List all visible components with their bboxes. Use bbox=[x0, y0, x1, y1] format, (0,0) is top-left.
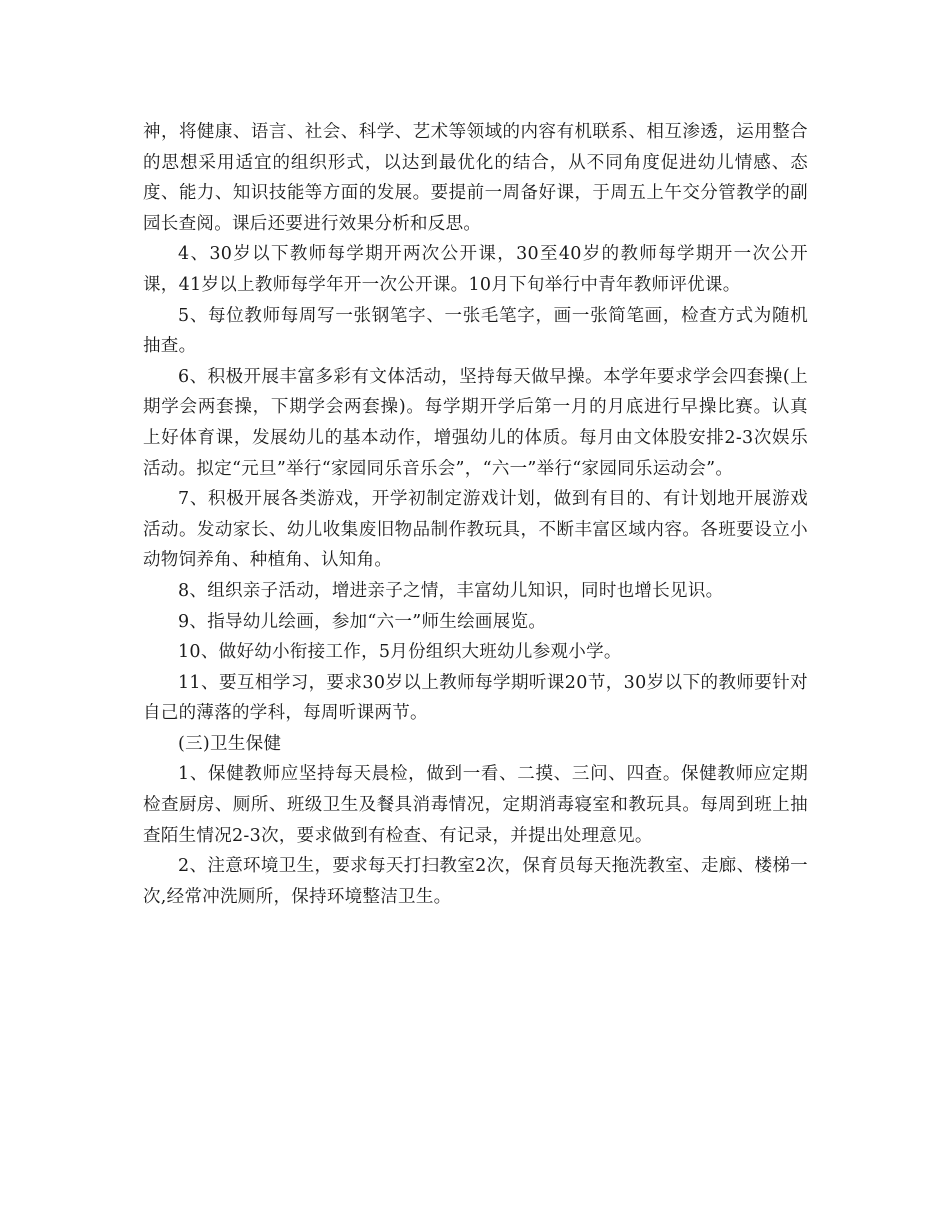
paragraph-health-item-1: 1、保健教师应坚持每天晨检，做到一看、二摸、三问、四查。保健教师应定期检查厨房、厕所、班级卫生及餐具消毒情况，定期消毒寝室和教玩具。每周到班上抽查陌生情况2-3次，要求做到有检查、有记录，并提出处理意见。 bbox=[143, 764, 808, 846]
paragraph-item-5: 5、每位教师每周写一张钢笔字、一张毛笔字，画一张简笔画，检查方式为随机抽查。 bbox=[143, 305, 808, 357]
paragraph-continuation: 神，将健康、语言、社会、科学、艺术等领域的内容有机联系、相互渗透，运用整合的思想采用适宜的组织形式，以达到最优化的结合，从不同角度促进幼儿情感、态度、能力、知识技能等方面的发展。要提前一周备好课，于周五上午交分管教学的副园长查阅。课后还要进行效果分析和反思。 bbox=[143, 122, 808, 234]
paragraph-item-11: 11、要互相学习，要求30岁以上教师每学期听课20节，30岁以下的教师要针对自己的薄落的学科，每周听课两节。 bbox=[143, 672, 808, 724]
paragraph-health-item-2: 2、注意环境卫生，要求每天打扫教室2次，保育员每天拖洗教室、走廊、楼梯一次,经常冲洗厕所，保持环境整洁卫生。 bbox=[143, 856, 808, 907]
paragraph-item-7: 7、积极开展各类游戏，开学初制定游戏计划，做到有目的、有计划地开展游戏活动。发动家长、幼儿收集废旧物品制作教玩具，不断丰富区域内容。各班要设立小动物饲养角、种植角、认知角。 bbox=[143, 489, 808, 571]
section-heading-health-care: (三)卫生保健 bbox=[178, 733, 282, 754]
paragraph-item-9: 9、指导幼儿绘画，参加“六一”师生绘画展览。 bbox=[178, 611, 547, 632]
paragraph-item-8: 8、组织亲子活动，增进亲子之情，丰富幼儿知识，同时也增长见识。 bbox=[178, 580, 724, 601]
document-body bbox=[143, 117, 808, 912]
paragraph-item-10: 10、做好幼小衔接工作，5月份组织大班幼儿参观小学。 bbox=[178, 642, 622, 663]
paragraph-item-4: 4、30岁以下教师每学期开两次公开课，30至40岁的教师每学期开一次公开课，41岁以上教师每学年开一次公开课。10月下旬举行中青年教师评优课。 bbox=[143, 244, 808, 295]
paragraph-item-6: 6、积极开展丰富多彩有文体活动，坚持每天做早操。本学年要求学会四套操(上期学会两套操，下期学会两套操)。每学期开学后第一月的月底进行早操比赛。认真上好体育课，发展幼儿的基本动作，增强幼儿的体质。每月由文体股安排2-3次娱乐活动。拟定“元旦”举行“家园同乐音乐会”，“六一”举行“家园同乐运动会”。 bbox=[143, 366, 808, 479]
